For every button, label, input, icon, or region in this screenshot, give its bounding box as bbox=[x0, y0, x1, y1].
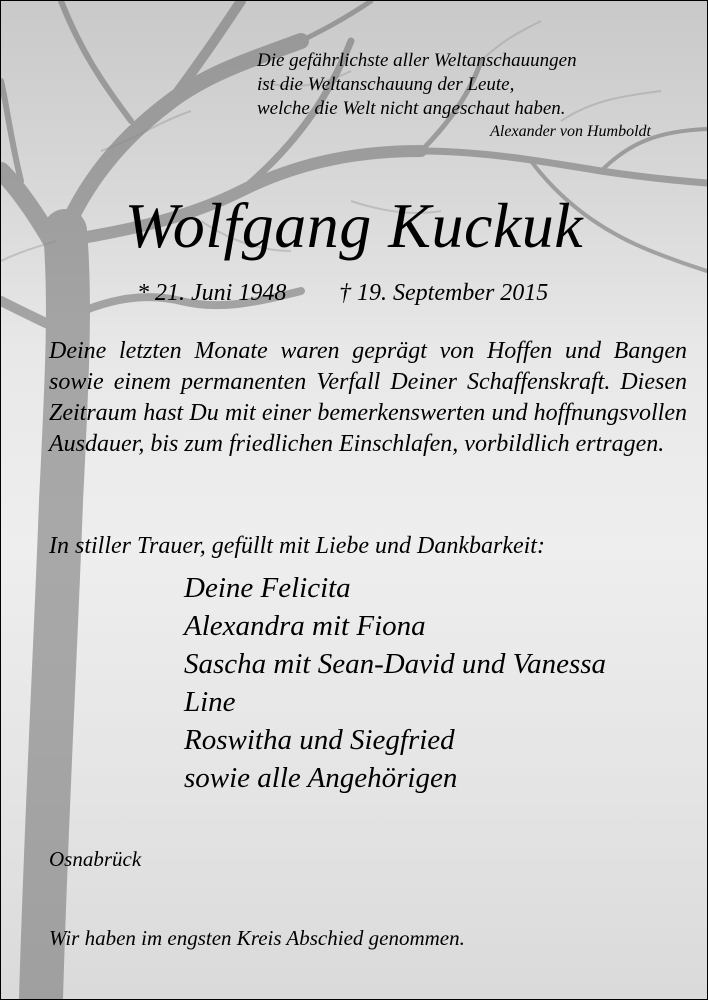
quote-line: Die gefährlichste aller Weltanschauungen bbox=[257, 50, 577, 71]
death-date: † 19. September 2015 bbox=[339, 280, 549, 306]
mourner-entry: Alexandra mit Fiona bbox=[184, 610, 426, 642]
mourner-entry: sowie alle Angehörigen bbox=[184, 762, 458, 794]
obituary-text: Deine letzten Monate waren geprägt von Hoffen und Bangen sowie einem permanenten Verfall Deiner Schaffenskraft. Diesen Zeitraum hast Du mit einer bemerkenswerten und hoffnungsvollen Ausdauer, bis zum friedlichen Einschlafen, vorbildlich ertragen. bbox=[49, 338, 687, 457]
mourning-intro: In stiller Trauer, gefüllt mit Liebe und Dankbarkeit: bbox=[49, 533, 545, 559]
place-name: Osnabrück bbox=[49, 847, 142, 871]
mourner-entry: Roswitha und Siegfried bbox=[184, 724, 455, 756]
quote-author: Alexander von Humboldt bbox=[490, 123, 651, 140]
mourner-entry: Deine Felicita bbox=[184, 572, 351, 604]
mourner-entry: Line bbox=[184, 686, 236, 718]
farewell-note: Wir haben im engsten Kreis Abschied genommen. bbox=[49, 926, 465, 950]
birth-date: * 21. Juni 1948 bbox=[137, 280, 287, 306]
mourner-entry: Sascha mit Sean-David und Vanessa bbox=[184, 648, 607, 680]
mourners-list bbox=[184, 569, 606, 797]
quote-block bbox=[1, 49, 651, 143]
quote-line: ist die Weltanschauung der Leute, bbox=[257, 74, 515, 95]
deceased-name: Wolfgang Kuckuk bbox=[124, 190, 584, 261]
quote-line: welche die Welt nicht angeschaut haben. bbox=[257, 98, 566, 119]
